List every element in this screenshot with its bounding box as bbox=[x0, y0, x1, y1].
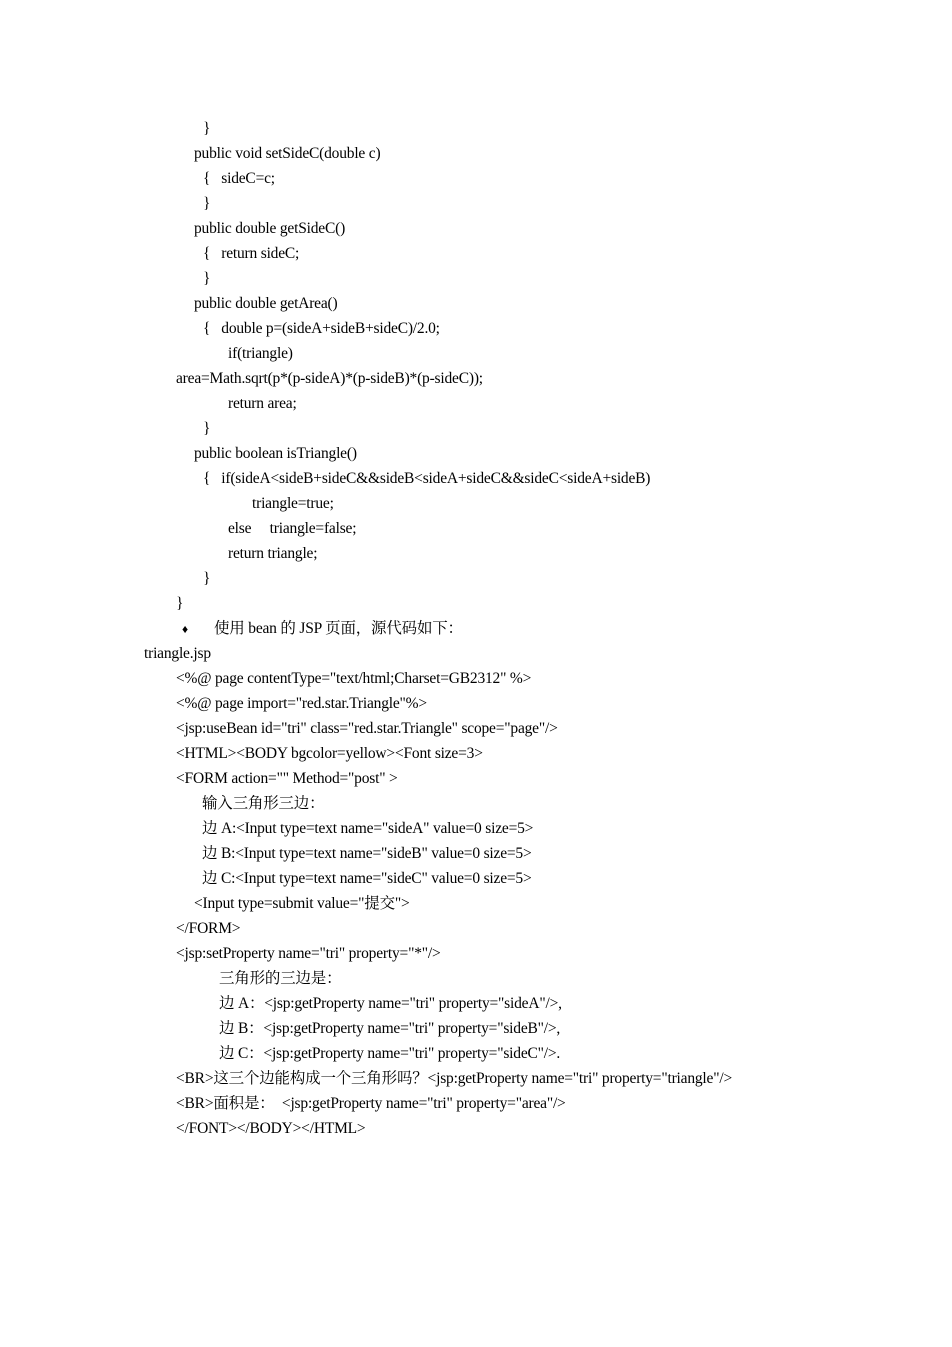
code-line: public double getSideC() bbox=[194, 220, 346, 237]
jsp-line: 边 A:<Input type=text name="sideA" value=0 size=5> bbox=[202, 820, 534, 837]
code-line: } bbox=[203, 420, 211, 437]
bullet-icon: ♦ bbox=[182, 622, 189, 636]
jsp-line: 边 B：<jsp:getProperty name="tri" property="sideB"/>, bbox=[219, 1020, 561, 1037]
jsp-line: <Input type=submit value="提交"> bbox=[194, 895, 410, 912]
code-line: } bbox=[203, 270, 211, 287]
code-line: } bbox=[203, 570, 211, 587]
jsp-line: <%@ page import="red.star.Triangle"%> bbox=[176, 695, 427, 712]
jsp-line: 边 C:<Input type=text name="sideC" value=0 size=5> bbox=[202, 870, 532, 887]
jsp-line: <FORM action="" Method="post" > bbox=[176, 770, 398, 787]
code-line: { sideC=c; bbox=[203, 170, 275, 187]
jsp-line: 输入三角形三边： bbox=[202, 795, 325, 812]
code-line: } bbox=[176, 595, 184, 612]
jsp-line: </FONT></BODY></HTML> bbox=[176, 1120, 366, 1137]
code-line: if(triangle) bbox=[228, 345, 293, 362]
jsp-line: 边 C：<jsp:getProperty name="tri" property="sideC"/>. bbox=[219, 1045, 561, 1062]
code-line: { double p=(sideA+sideB+sideC)/2.0; bbox=[203, 320, 440, 337]
jsp-line: <HTML><BODY bgcolor=yellow><Font size=3> bbox=[176, 745, 483, 762]
jsp-line: <jsp:setProperty name="tri" property="*"/> bbox=[176, 945, 441, 962]
jsp-line: </FORM> bbox=[176, 920, 241, 937]
code-line: else triangle=false; bbox=[228, 520, 357, 537]
jsp-line: 边 A：<jsp:getProperty name="tri" property="sideA"/>, bbox=[219, 995, 562, 1012]
code-line: public void setSideC(double c) bbox=[194, 145, 381, 162]
jsp-line: <jsp:useBean id="tri" class="red.star.Triangle" scope="page"/> bbox=[176, 720, 558, 737]
file-name: triangle.jsp bbox=[144, 645, 211, 662]
section-intro: 使用 bean 的 JSP 页面，源代码如下： bbox=[214, 620, 463, 637]
code-line: { return sideC; bbox=[203, 245, 300, 262]
code-line: public boolean isTriangle() bbox=[194, 445, 357, 462]
code-line: public double getArea() bbox=[194, 295, 338, 312]
jsp-line: <BR>这三个边能构成一个三角形吗？<jsp:getProperty name="tri" property="triangle"/> bbox=[176, 1070, 732, 1087]
jsp-line: 三角形的三边是： bbox=[219, 970, 342, 987]
code-line: } bbox=[203, 120, 211, 137]
code-line: return area; bbox=[228, 395, 297, 412]
code-line: return triangle; bbox=[228, 545, 318, 562]
jsp-line: <BR>面积是： <jsp:getProperty name="tri" property="area"/> bbox=[176, 1095, 566, 1112]
code-line: area=Math.sqrt(p*(p-sideA)*(p-sideB)*(p-sideC)); bbox=[176, 370, 483, 387]
code-line: { if(sideA<sideB+sideC&&sideB<sideA+sideC&&sideC<sideA+sideB) bbox=[203, 470, 651, 487]
code-line: } bbox=[203, 195, 211, 212]
jsp-line: <%@ page contentType="text/html;Charset=GB2312" %> bbox=[176, 670, 532, 687]
code-line: triangle=true; bbox=[252, 495, 334, 512]
jsp-line: 边 B:<Input type=text name="sideB" value=0 size=5> bbox=[202, 845, 532, 862]
